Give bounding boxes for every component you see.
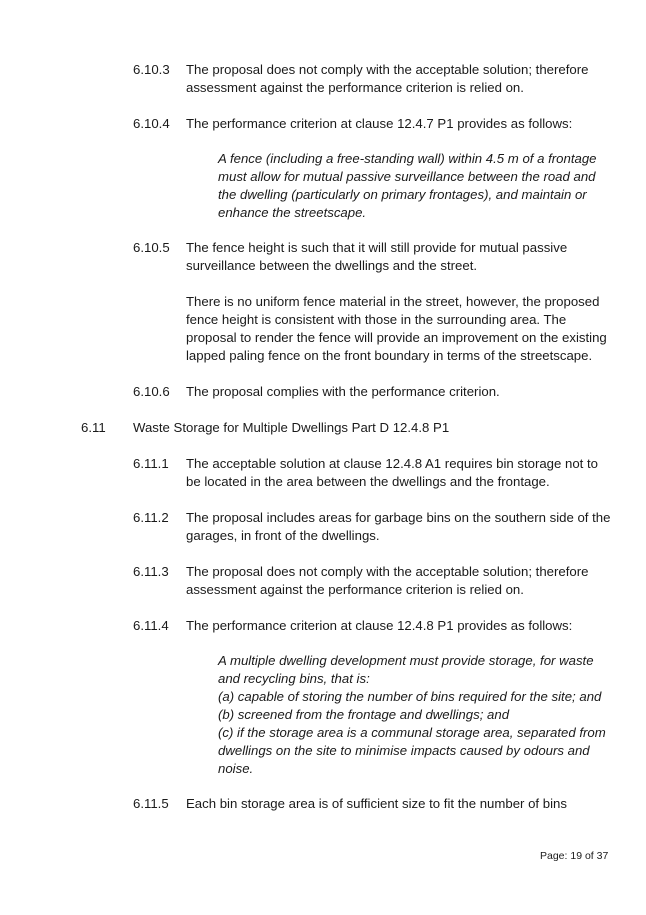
paragraph-text <box>186 239 601 275</box>
text-line: The proposal does not comply with the acceptable solution; therefore <box>186 564 589 579</box>
text-line: assessment against the performance criterion is relied on. <box>186 582 524 597</box>
quote-text <box>218 150 613 222</box>
text-line: The proposal includes areas for garbage bins on the southern side of the <box>186 510 611 525</box>
paragraph-text <box>186 61 601 97</box>
text-line: The acceptable solution at clause 12.4.8 A1 requires bin storage not to <box>186 456 599 471</box>
quote-line: (a) capable of storing the number of bins required for the site; and <box>218 689 602 704</box>
text-line: assessment against the performance criterion is relied on. <box>186 80 524 95</box>
paragraph-text <box>186 293 607 365</box>
text-line: surveillance between the dwellings and the street. <box>186 258 478 273</box>
text-line: fence height is consistent with those in the surrounding area. The <box>186 312 567 327</box>
text-line: The proposal does not comply with the acceptable solution; therefore <box>186 62 589 77</box>
text-line: proposal to render the fence will provide an improvement on the existing <box>186 330 607 345</box>
paragraph-text <box>186 509 611 545</box>
paragraph-text <box>186 455 601 491</box>
paragraph-text <box>186 383 601 401</box>
quote-text <box>218 652 613 778</box>
quote-line: (c) if the storage area is a communal storage area, separated from <box>218 725 606 740</box>
page-number-footer: Page: 19 of 37 <box>540 850 609 862</box>
paragraph-number: 6.11.5 <box>133 796 169 811</box>
quote-line: the dwelling (particularly on primary frontages), and maintain or <box>218 187 587 202</box>
quote-line: A multiple dwelling development must provide storage, for waste <box>218 653 594 668</box>
text-line: The proposal complies with the performance criterion. <box>186 384 500 399</box>
quote-line: A fence (including a free-standing wall) within 4.5 m of a frontage <box>218 151 597 166</box>
paragraph-number: 6.11.1 <box>133 456 169 471</box>
text-line: Each bin storage area is of sufficient size to fit the number of bins <box>186 796 567 811</box>
paragraph-number: 6.10.6 <box>133 384 170 399</box>
paragraph-number: 6.10.5 <box>133 240 170 255</box>
text-line: The performance criterion at clause 12.4.7 P1 provides as follows: <box>186 116 573 131</box>
section-title <box>133 419 593 437</box>
paragraph-number: 6.10.4 <box>133 116 170 131</box>
paragraph-text <box>186 617 601 635</box>
quote-line: and recycling bins, that is: <box>218 671 370 686</box>
text-line: The performance criterion at clause 12.4.8 P1 provides as follows: <box>186 618 573 633</box>
quote-line: dwellings on the site to minimise impacts caused by odours and <box>218 743 590 758</box>
quote-line: (b) screened from the frontage and dwellings; and <box>218 707 510 722</box>
text-line: garages, in front of the dwellings. <box>186 528 380 543</box>
paragraph-number: 6.11.2 <box>133 510 169 525</box>
quote-line: enhance the streetscape. <box>218 205 367 220</box>
text-line: The fence height is such that it will still provide for mutual passive <box>186 240 568 255</box>
text-line: There is no uniform fence material in the street, however, the proposed <box>186 294 600 309</box>
paragraph-text <box>186 795 601 813</box>
quote-line: noise. <box>218 761 254 776</box>
paragraph-number: 6.10.3 <box>133 62 170 77</box>
paragraph-number: 6.11.3 <box>133 564 169 579</box>
text-line: lapped paling fence on the front boundary in terms of the streetscape. <box>186 348 593 363</box>
section-title-text: Waste Storage for Multiple Dwellings Part D 12.4.8 P1 <box>133 420 450 435</box>
quote-line: must allow for mutual passive surveillance between the road and <box>218 169 596 184</box>
paragraph-text <box>186 563 601 599</box>
paragraph-text <box>186 115 601 133</box>
text-line: be located in the area between the dwellings and the frontage. <box>186 474 550 489</box>
section-number: 6.11 <box>81 420 106 435</box>
paragraph-number: 6.11.4 <box>133 618 169 633</box>
